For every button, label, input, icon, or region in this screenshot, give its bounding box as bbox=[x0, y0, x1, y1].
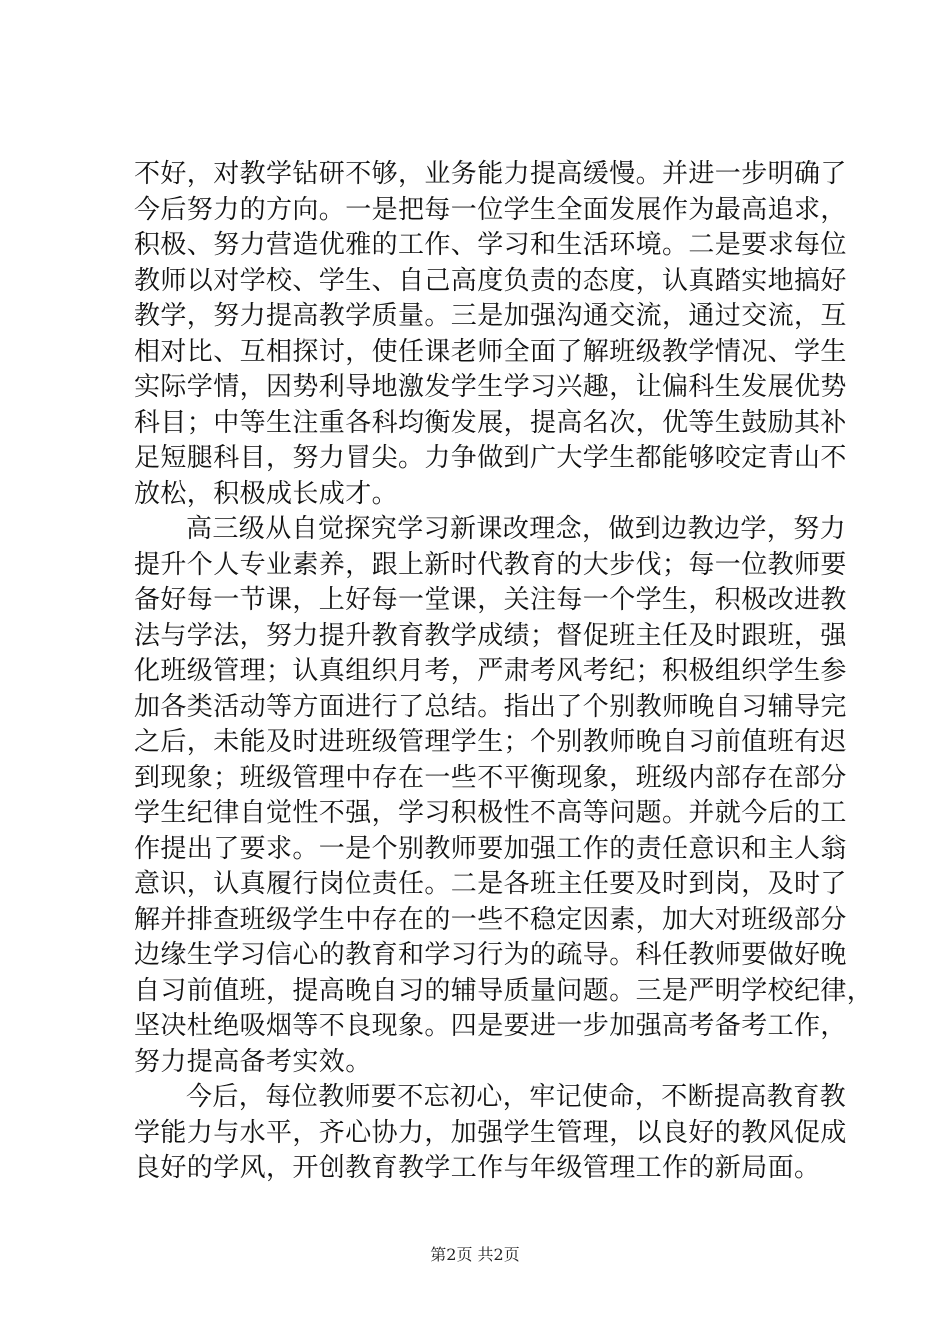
text-line: 足短腿科目，努力冒尖。力争做到广大学生都能够咬定青山不 bbox=[134, 443, 847, 473]
paragraph-3 bbox=[134, 1080, 847, 1187]
text-line: 学生纪律自觉性不强，学习积极性不高等问题。并就今后的工 bbox=[134, 798, 847, 828]
text-line: 备好每一节课，上好每一堂课，关注每一个学生，积极改进教 bbox=[134, 585, 847, 615]
text-line: 努力提高备考实效。 bbox=[134, 1046, 372, 1077]
text-line: 意识，认真履行岗位责任。二是各班主任要及时到岗，及时了 bbox=[134, 869, 847, 899]
text-line: 高三级从自觉探究学习新课改理念，做到边教边学，努力 bbox=[186, 514, 847, 544]
text-line: 之后，未能及时进班级管理学生；个别教师晚自习前值班有迟 bbox=[134, 727, 847, 757]
paragraph-1 bbox=[134, 157, 847, 512]
text-line: 教师以对学校、学生、自己高度负责的态度，认真踏实地搞好 bbox=[134, 265, 847, 296]
text-line: 实际学情，因势利导地激发学生学习兴趣，让偏科生发展优势 bbox=[134, 372, 847, 402]
text-line: 相对比、互相探讨，使任课老师全面了解班级教学情况、学生 bbox=[134, 336, 847, 367]
text-line: 作提出了要求。一是个别教师要加强工作的责任意识和主人翁 bbox=[134, 833, 847, 864]
paragraph-2 bbox=[134, 512, 874, 1080]
text-line: 到现象；班级管理中存在一些不平衡现象，班级内部存在部分 bbox=[134, 762, 847, 793]
text-line: 积极、努力营造优雅的工作、学习和生活环境。二是要求每位 bbox=[134, 230, 847, 260]
text-line: 放松，积极成长成才。 bbox=[134, 478, 399, 509]
text-line: 学能力与水平，齐心协力，加强学生管理，以良好的教风促成 bbox=[134, 1117, 847, 1148]
document-body bbox=[134, 157, 874, 1187]
text-line: 化班级管理；认真组织月考，严肃考风考纪；积极组织学生参 bbox=[134, 656, 847, 686]
text-line: 边缘生学习信心的教育和学习行为的疏导。科任教师要做好晚 bbox=[134, 940, 847, 970]
text-line: 不好，对教学钻研不够，业务能力提高缓慢。并进一步明确了 bbox=[134, 159, 847, 189]
text-line: 解并排查班级学生中存在的一些不稳定因素，加大对班级部分 bbox=[134, 904, 847, 935]
text-line: 良好的学风，开创教育教学工作与年级管理工作的新局面。 bbox=[134, 1153, 821, 1183]
text-line: 坚决杜绝吸烟等不良现象。四是要进一步加强高考备考工作， bbox=[134, 1011, 847, 1041]
text-line: 法与学法，努力提升教育教学成绩；督促班主任及时跟班，强 bbox=[134, 620, 847, 651]
text-line: 自习前值班，提高晚自习的辅导质量问题。三是严明学校纪律， bbox=[134, 975, 874, 1006]
text-line: 今后努力的方向。一是把每一位学生全面发展作为最高追求， bbox=[134, 194, 847, 225]
text-line: 加各类活动等方面进行了总结。指出了个别教师晚自习辅导完 bbox=[134, 691, 847, 722]
text-line: 今后，每位教师要不忘初心，牢记使命，不断提高教育教 bbox=[186, 1082, 847, 1112]
text-line: 提升个人专业素养，跟上新时代教育的大步伐；每一位教师要 bbox=[134, 549, 847, 580]
text-line: 教学，努力提高教学质量。三是加强沟通交流，通过交流，互 bbox=[134, 301, 847, 331]
text-line: 科目；中等生注重各科均衡发展，提高名次，优等生鼓励其补 bbox=[134, 407, 847, 438]
page-footer: 第2页 共2页 bbox=[430, 1245, 520, 1264]
